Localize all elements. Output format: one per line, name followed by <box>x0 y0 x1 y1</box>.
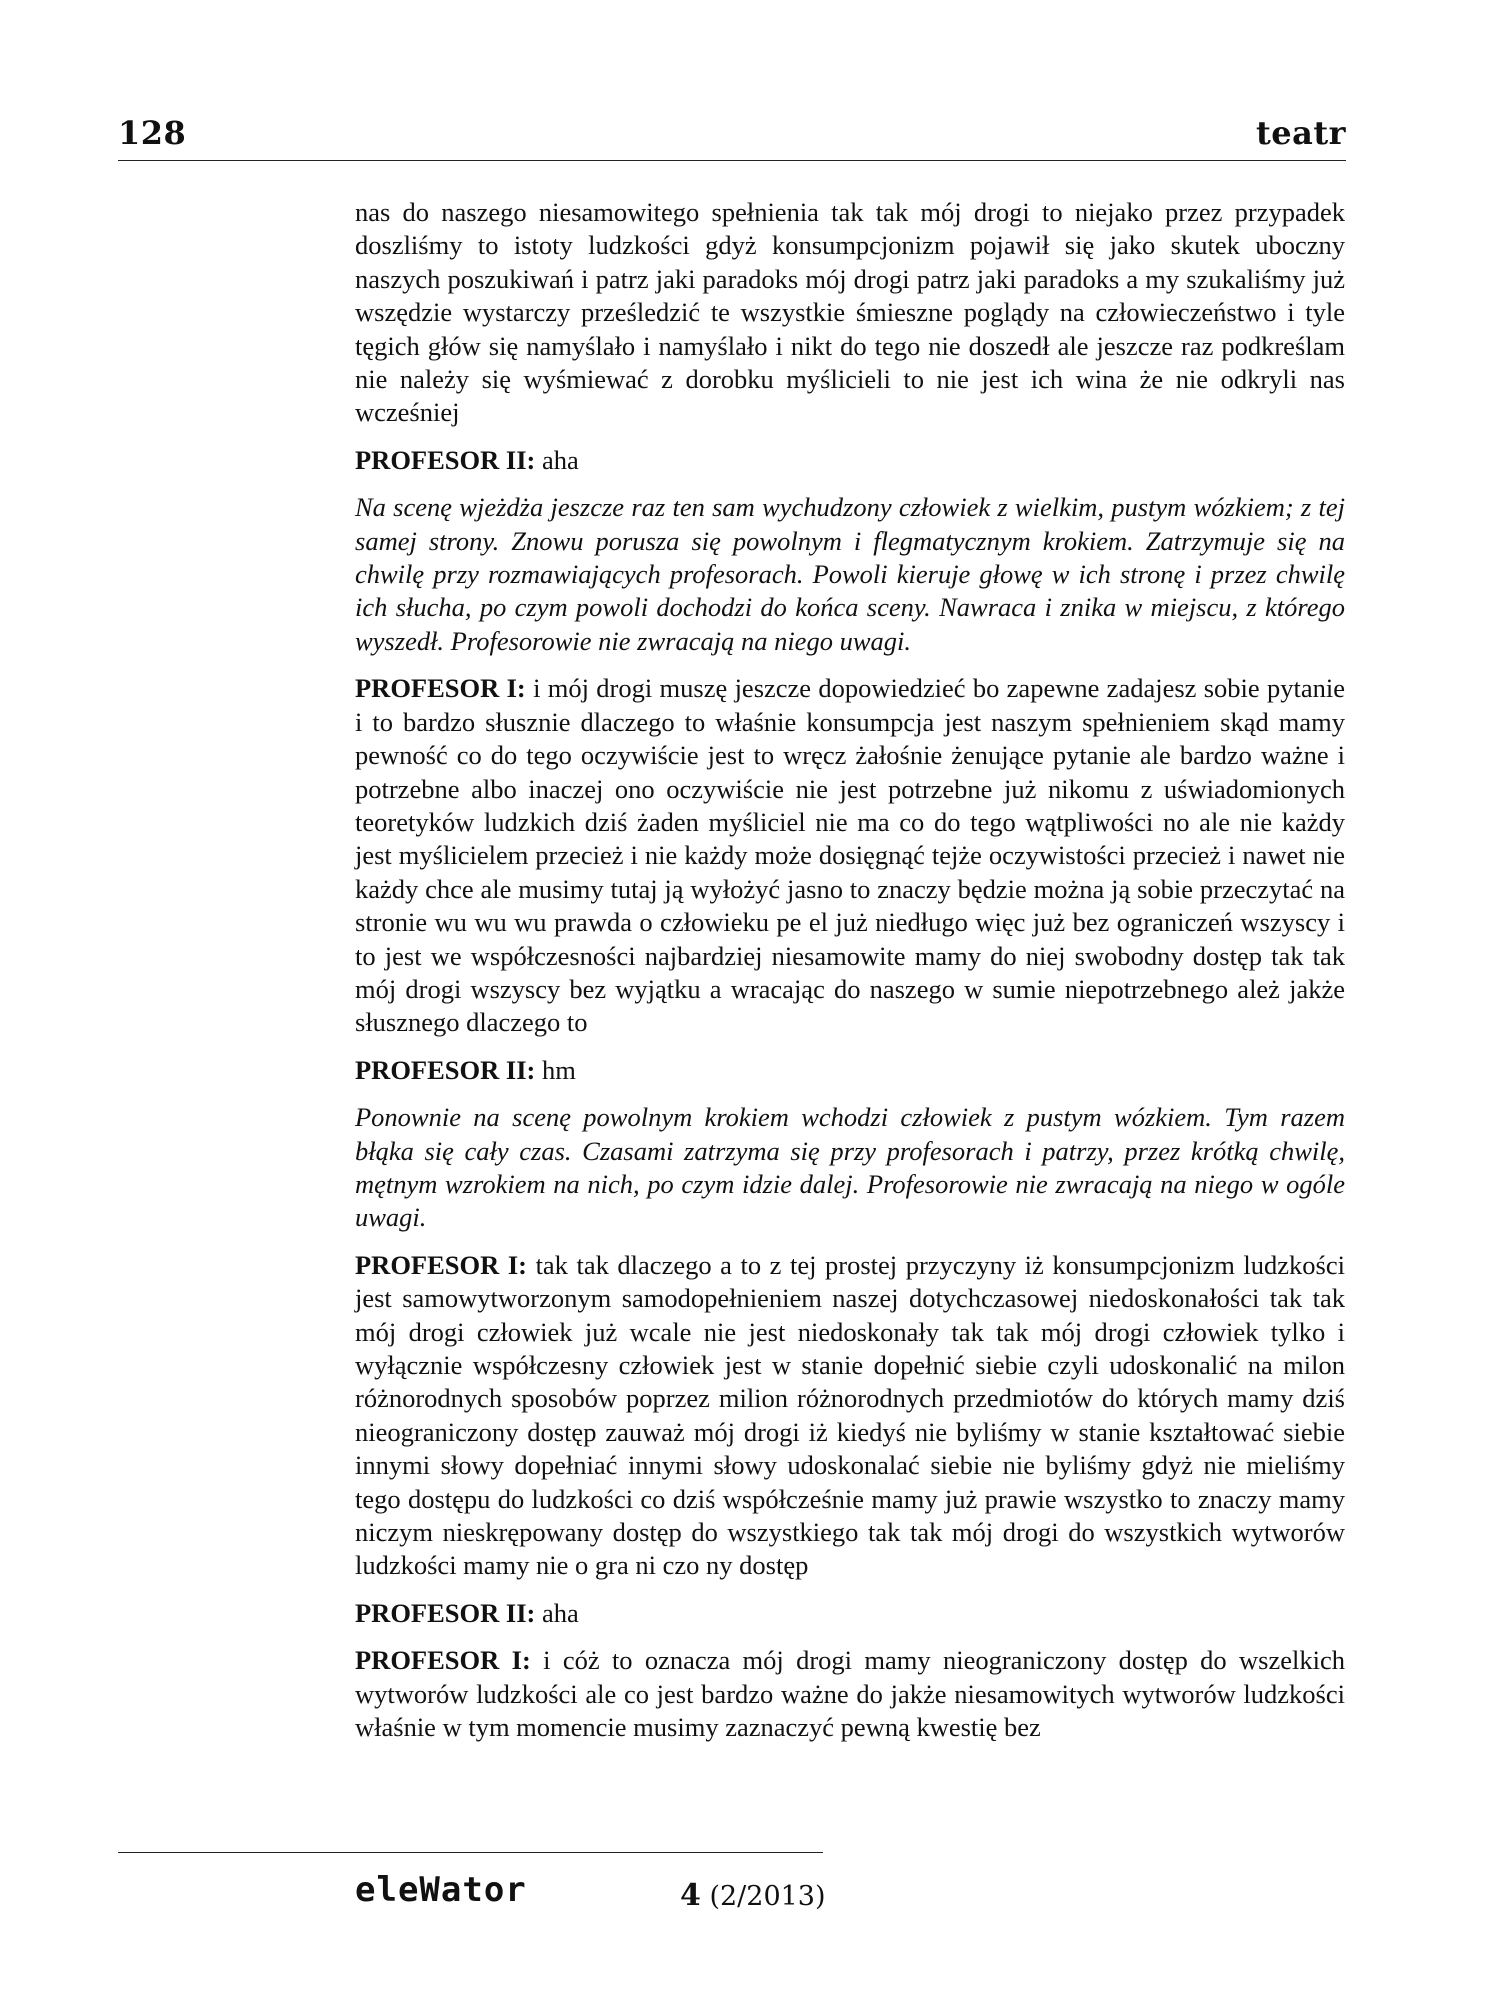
speaker-name: PROFESOR I: <box>355 1645 531 1676</box>
dialogue-line <box>355 1054 1345 1087</box>
speaker-name: PROFESOR II: <box>355 1054 536 1085</box>
dialogue-line <box>355 672 1345 1039</box>
article-body <box>355 196 1345 1758</box>
issue-detail: (2/2013) <box>709 1881 826 1912</box>
dialogue-text: aha <box>535 444 579 475</box>
footer-divider <box>118 1852 823 1853</box>
dialogue-text: i mój drogi muszę jeszcze dopowiedzieć bo zapewne zadajesz sobie pytanie i to bardzo słusznie dlaczego to właśnie konsumpcja jest naszym spełnieniem skąd mamy pewność co do tego oczywiście jest to wręcz żałośnie żenujące pytanie ale bardzo ważne i potrzebne albo inaczej ono oczywiście nie jest potrzebne już nikomu z uświadomionych teoretyków ludzkich dziś żaden myśliciel nie ma co do tego wątpliwości no ale nie każdy jest myślicielem przecież i nie każdy może dosięgnąć tejże oczywistości przecież i nawet nie każdy chce ale musimy tutaj ją wyłożyć jasno to znaczy będzie można ją sobie przeczytać na stronie wu wu wu prawda o człowieku pe el już niedługo więc już bez ograniczeń wszyscy i to jest we współczesności najbardziej niesamowite mamy do niej swobodny dostęp tak tak mój drogi wszyscy bez wyjątku a wracając do naszego w sumie niepotrzebnego ależ jakże słusznego dlaczego to <box>355 673 1345 1038</box>
magazine-logo: eleWator <box>355 1870 527 1910</box>
dialogue-line <box>355 1597 1345 1630</box>
header-divider <box>118 160 1346 161</box>
issue-label <box>680 1878 826 1913</box>
dialogue-line <box>355 1249 1345 1583</box>
dialogue-line <box>355 444 1345 477</box>
dialogue-text: hm <box>535 1054 576 1085</box>
speaker-name: PROFESOR I: <box>355 673 526 704</box>
speaker-name: PROFESOR II: <box>355 444 536 475</box>
paragraph: nas do naszego niesamowitego spełnienia tak tak mój drogi to niejako przez przypadek doszliśmy to istoty ludzkości gdyż konsumpcjonizm pojawił się jako skutek uboczny naszych poszukiwań i patrz jaki paradoks mój drogi patrz jaki paradoks a my szukaliśmy już wszędzie wystarczy prześledzić te wszystkie śmieszne poglądy na człowieczeństwo i tyle tęgich głów się namyślało i namyślało i nikt do tego nie doszedł ale jeszcze raz podkreślam nie należy się wyśmiewać z dorobku myślicieli to nie jest ich wina że nie odkryli nas wcześniej <box>355 197 1345 428</box>
stage-direction: Na scenę wjeżdża jeszcze raz ten sam wychudzony człowiek z wielkim, pustym wózkiem; z tej samej strony. Znowu porusza się powolnym i flegmatycznym krokiem. Zatrzymuje się na chwilę przy rozmawiających profesorach. Powoli kieruje głowę w ich stronę i przez chwilę ich słucha, po czym powoli dochodzi do końca sceny. Nawraca i znika w miejscu, z którego wyszedł. Profesorowie nie zwracają na niego uwagi. <box>355 492 1345 656</box>
dialogue-text: i cóż to oznacza mój drogi mamy nieograniczony dostęp do wszelkich wytworów ludzkości ale co jest bardzo ważne do jakże niesamowitych wytworów ludzkości właśnie w tym momencie musimy zaznaczyć pewną kwestię bez <box>355 1645 1345 1743</box>
dialogue-line <box>355 1644 1345 1744</box>
dialogue-text: tak tak dlaczego a to z tej prostej przyczyny iż konsumpcjonizm ludzkości jest samowytworzonym samodopełnieniem naszej dotychczasowej niedoskonałości tak tak mój drogi człowiek już wcale nie jest niedoskonały tak tak mój drogi człowiek tylko i wyłącznie współczesny człowiek jest w stanie dopełnić siebie czyli udoskonalić na milon różnorodnych sposobów poprzez milion różnorodnych przedmiotów do których mamy dziś nieograniczony dostęp zauważ mój drogi iż kiedyś nie byliśmy w stanie kształtować siebie innymi słowy dopełniać innymi słowy udoskonalać siebie nie byliśmy gdyż nie mieliśmy tego dostępu do ludzkości co dziś współcześnie mamy już prawie wszystko to znaczy mamy niczym nieskrępowany dostęp do wszystkiego tak tak mój drogi do wszystkich wytworów ludzkości mamy nie o gra ni czo ny dostęp <box>355 1249 1345 1581</box>
section-title: teatr <box>1255 114 1346 152</box>
stage-direction: Ponownie na scenę powolnym krokiem wchodzi człowiek z pustym wózkiem. Tym razem błąka się cały czas. Czasami zatrzyma się przy profesorach i patrzy, przez krótką chwilę, mętnym wzrokiem na nich, po czym idzie dalej. Profesorowie nie zwracają na niego w ogóle uwagi. <box>355 1102 1345 1233</box>
speaker-name: PROFESOR I: <box>355 1249 527 1280</box>
page-number: 128 <box>118 114 187 152</box>
issue-number: 4 <box>680 1878 701 1913</box>
dialogue-text: aha <box>535 1597 579 1628</box>
speaker-name: PROFESOR II: <box>355 1597 536 1628</box>
